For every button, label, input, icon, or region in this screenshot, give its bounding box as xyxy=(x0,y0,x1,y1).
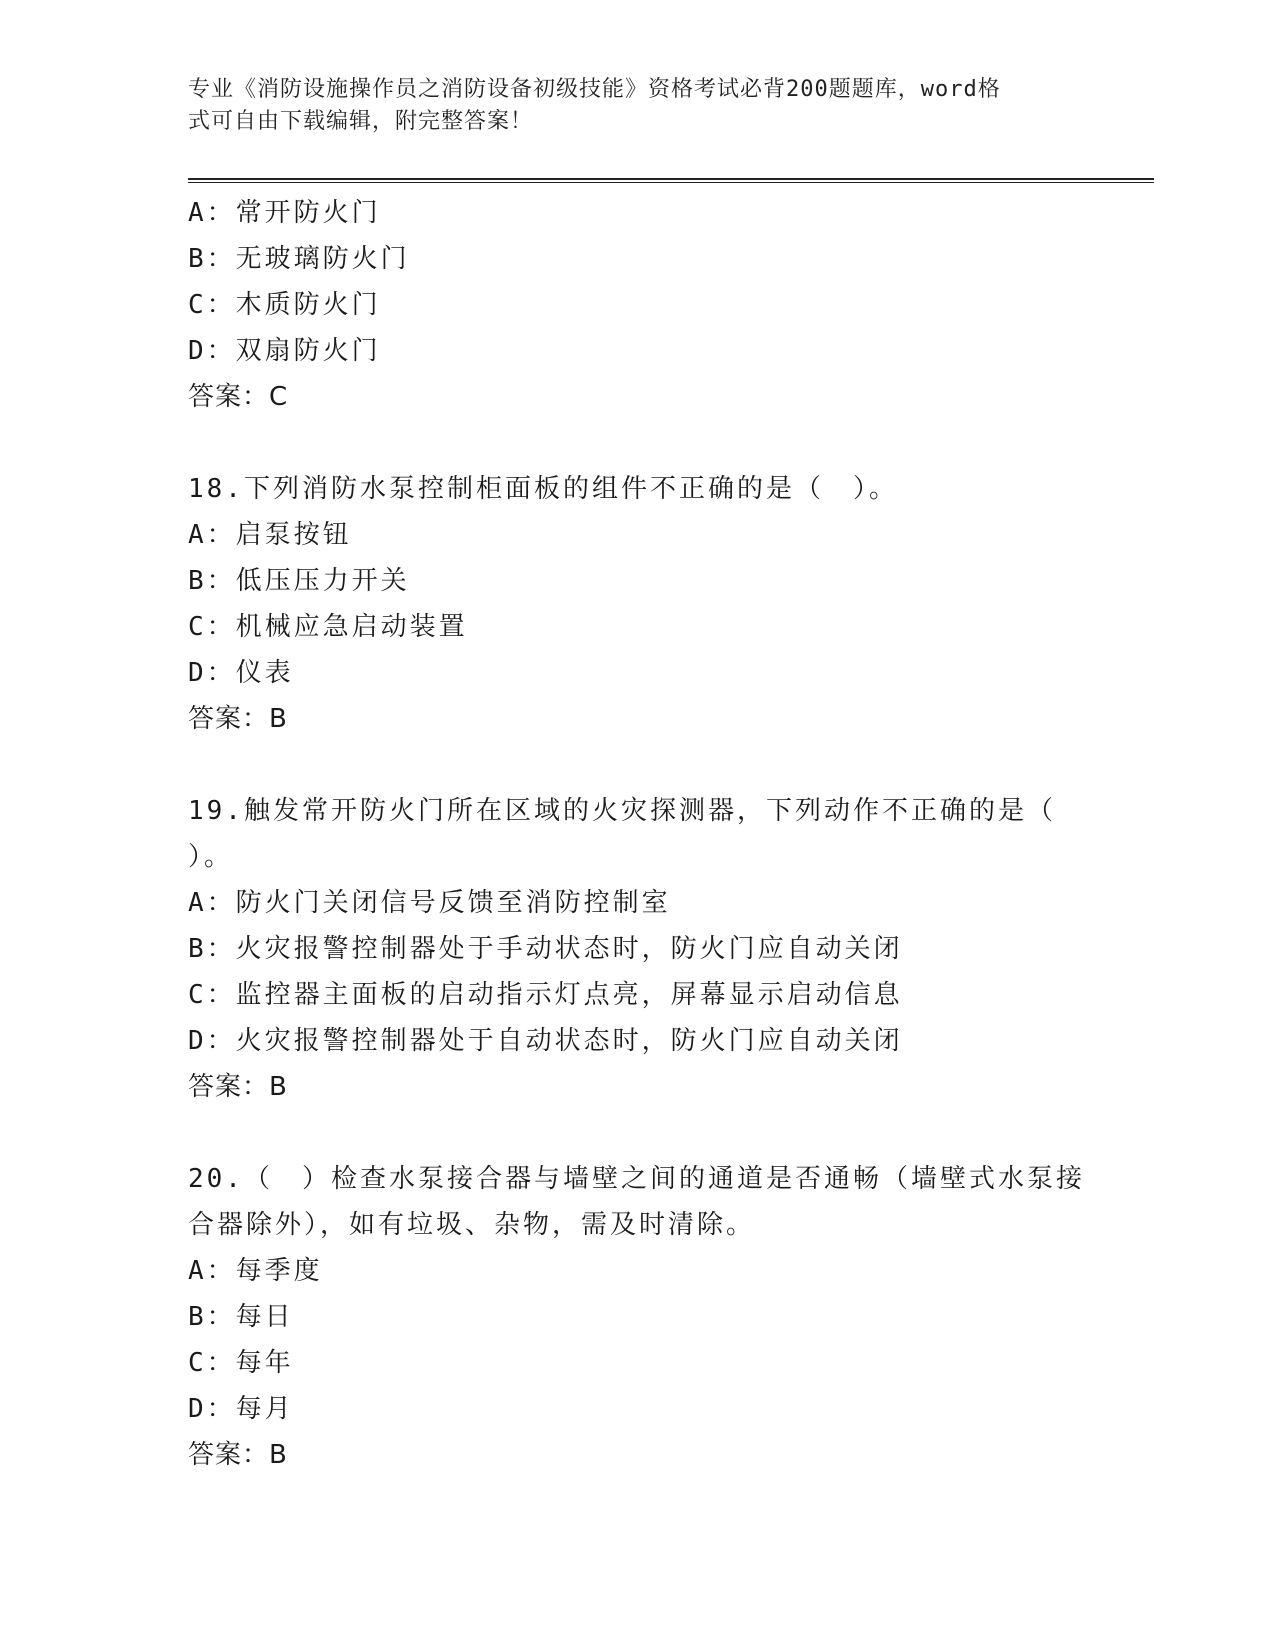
option-d: D：火灾报警控制器处于自动状态时，防火门应自动关闭 xyxy=(188,1026,903,1056)
option-c: C：监控器主面板的启动指示灯点亮，屏幕显示启动信息 xyxy=(188,980,903,1010)
option-b: B：低压压力开关 xyxy=(188,566,410,596)
question-20 xyxy=(188,1156,1088,1478)
question-stem: 19.触发常开防火门所在区域的火灾探测器，下列动作不正确的是（ xyxy=(188,796,1056,826)
option-b: B：每日 xyxy=(188,1302,294,1332)
option-d: D：双扇防火门 xyxy=(188,336,381,366)
option-a: A：启泵按钮 xyxy=(188,520,352,550)
answer-line: 答案：B xyxy=(188,704,288,734)
answer-line: 答案：B xyxy=(188,1072,288,1102)
question-stem: 20.（ ）检查水泵接合器与墙壁之间的通道是否通畅（墙壁式水泵接 xyxy=(188,1164,1085,1194)
prev-question-block xyxy=(188,190,1088,420)
question-18 xyxy=(188,466,1088,742)
spacer xyxy=(188,1110,1088,1156)
option-c: C：机械应急启动装置 xyxy=(188,612,468,642)
question-stem-continued: 合器除外），如有垃圾、杂物，需及时清除。 xyxy=(188,1210,756,1240)
option-a: A：常开防火门 xyxy=(188,198,381,228)
option-d: D：仪表 xyxy=(188,658,294,688)
spacer xyxy=(188,420,1088,466)
answer-line: 答案：B xyxy=(188,1440,288,1470)
header-divider xyxy=(188,178,1154,183)
option-b: B：无玻璃防火门 xyxy=(188,244,410,274)
header-line-2: 式可自由下载编辑，附完整答案！ xyxy=(188,109,534,134)
option-c: C：每年 xyxy=(188,1348,294,1378)
document-header xyxy=(188,74,1068,138)
spacer xyxy=(188,742,1088,788)
option-b: B：火灾报警控制器处于手动状态时，防火门应自动关闭 xyxy=(188,934,903,964)
question-list xyxy=(188,190,1088,1478)
answer-line: 答案：C xyxy=(188,382,289,412)
option-a: A：每季度 xyxy=(188,1256,323,1286)
header-line-1: 专业《消防设施操作员之消防设备初级技能》资格考试必背200题题库，word格 xyxy=(188,77,1001,102)
question-19 xyxy=(188,788,1088,1110)
question-stem: 18.下列消防水泵控制柜面板的组件不正确的是（ ）。 xyxy=(188,474,898,504)
option-a: A：防火门关闭信号反馈至消防控制室 xyxy=(188,888,671,918)
option-d: D：每月 xyxy=(188,1394,294,1424)
question-stem-continued: ）。 xyxy=(188,842,234,872)
option-c: C：木质防火门 xyxy=(188,290,381,320)
